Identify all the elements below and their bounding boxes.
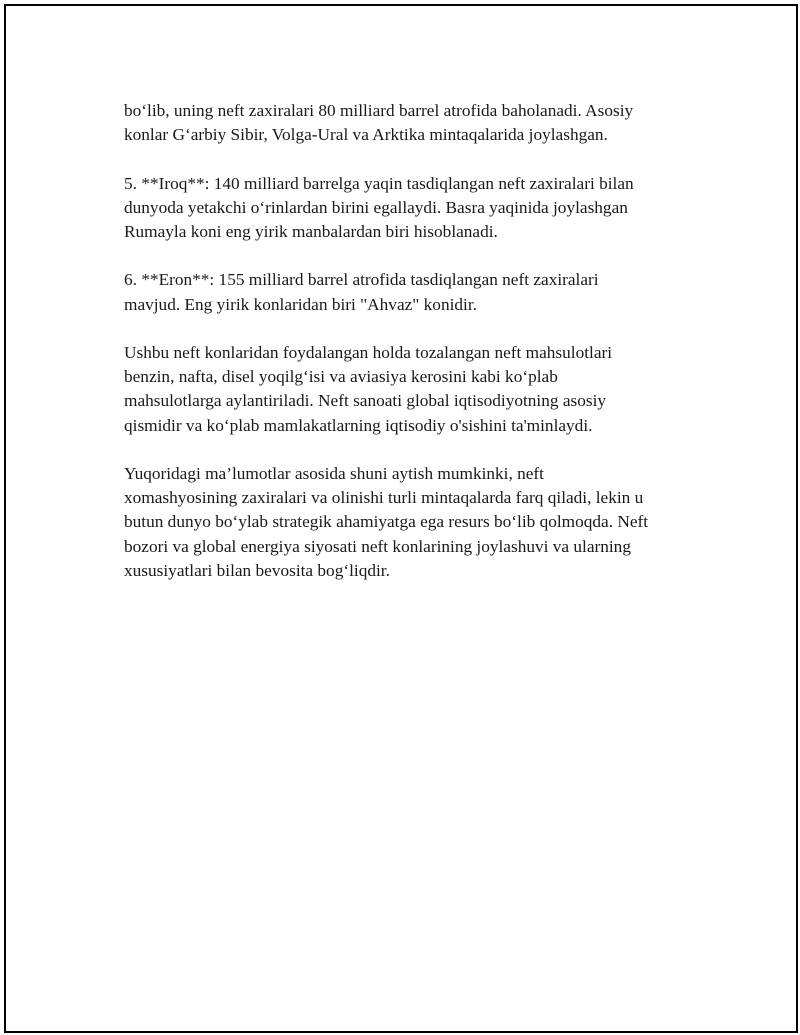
- text-line: mavjud. Eng yirik konlaridan biri "Ahvaz" konidir.: [124, 294, 477, 314]
- text-line: Rumayla koni eng yirik manbalardan biri hisoblanadi.: [124, 222, 498, 241]
- text-line: qismidir va ko‘plab mamlakatlarning iqtisodiy o'sishini ta'minlaydi.: [124, 415, 593, 435]
- text-line: Ushbu neft konlaridan foydalangan holda tozalangan neft mahsulotlari: [124, 342, 613, 362]
- text-line: bo‘lib, uning neft zaxiralari 80 milliard barrel atrofida baholanadi. Asosiy: [124, 101, 634, 120]
- text-line: 6. **Eron**: 155 milliard barrel atrofida tasdiqlangan neft zaxiralari: [124, 270, 599, 290]
- paragraph-refined-products: [124, 341, 694, 438]
- text-line: xususiyatlari bilan bevosita bog‘liqdir.: [124, 560, 390, 580]
- text-line: butun dunyo bo‘ylab strategik ahamiyatga ega resurs bo‘lib qolmoqda. Neft: [124, 512, 649, 532]
- text-line: mahsulotlarga aylantiriladi. Neft sanoati global iqtisodiyotning asosiy: [124, 391, 607, 411]
- text-line: 5. **Iroq**: 140 milliard barrelga yaqin tasdiqlangan neft zaxiralari bilan: [124, 173, 634, 193]
- text-line: benzin, nafta, disel yoqilg‘isi va aviasiya kerosini kabi ko‘plab: [124, 367, 558, 387]
- page-frame: [4, 4, 798, 1033]
- paragraph-russia-continuation: [124, 99, 694, 147]
- text-line: Yuqoridagi ma’lumotlar asosida shuni aytish mumkinki, neft: [124, 463, 544, 483]
- text-line: xomashyosining zaxiralari va olinishi turli mintaqalarda farq qiladi, lekin u: [124, 488, 644, 508]
- text-line: konlar G‘arbiy Sibir, Volga-Ural va Arktika mintaqalarida joylashgan.: [124, 125, 608, 145]
- paragraph-conclusion: [124, 462, 694, 583]
- text-line: dunyoda yetakchi o‘rinlardan birini egallaydi. Basra yaqinida joylashgan: [124, 197, 628, 217]
- paragraph-iran: [124, 268, 694, 316]
- paragraph-iraq: [124, 172, 694, 245]
- text-line: bozori va global energiya siyosati neft konlarining joylashuvi va ularning: [124, 536, 631, 556]
- document-body: [124, 99, 694, 607]
